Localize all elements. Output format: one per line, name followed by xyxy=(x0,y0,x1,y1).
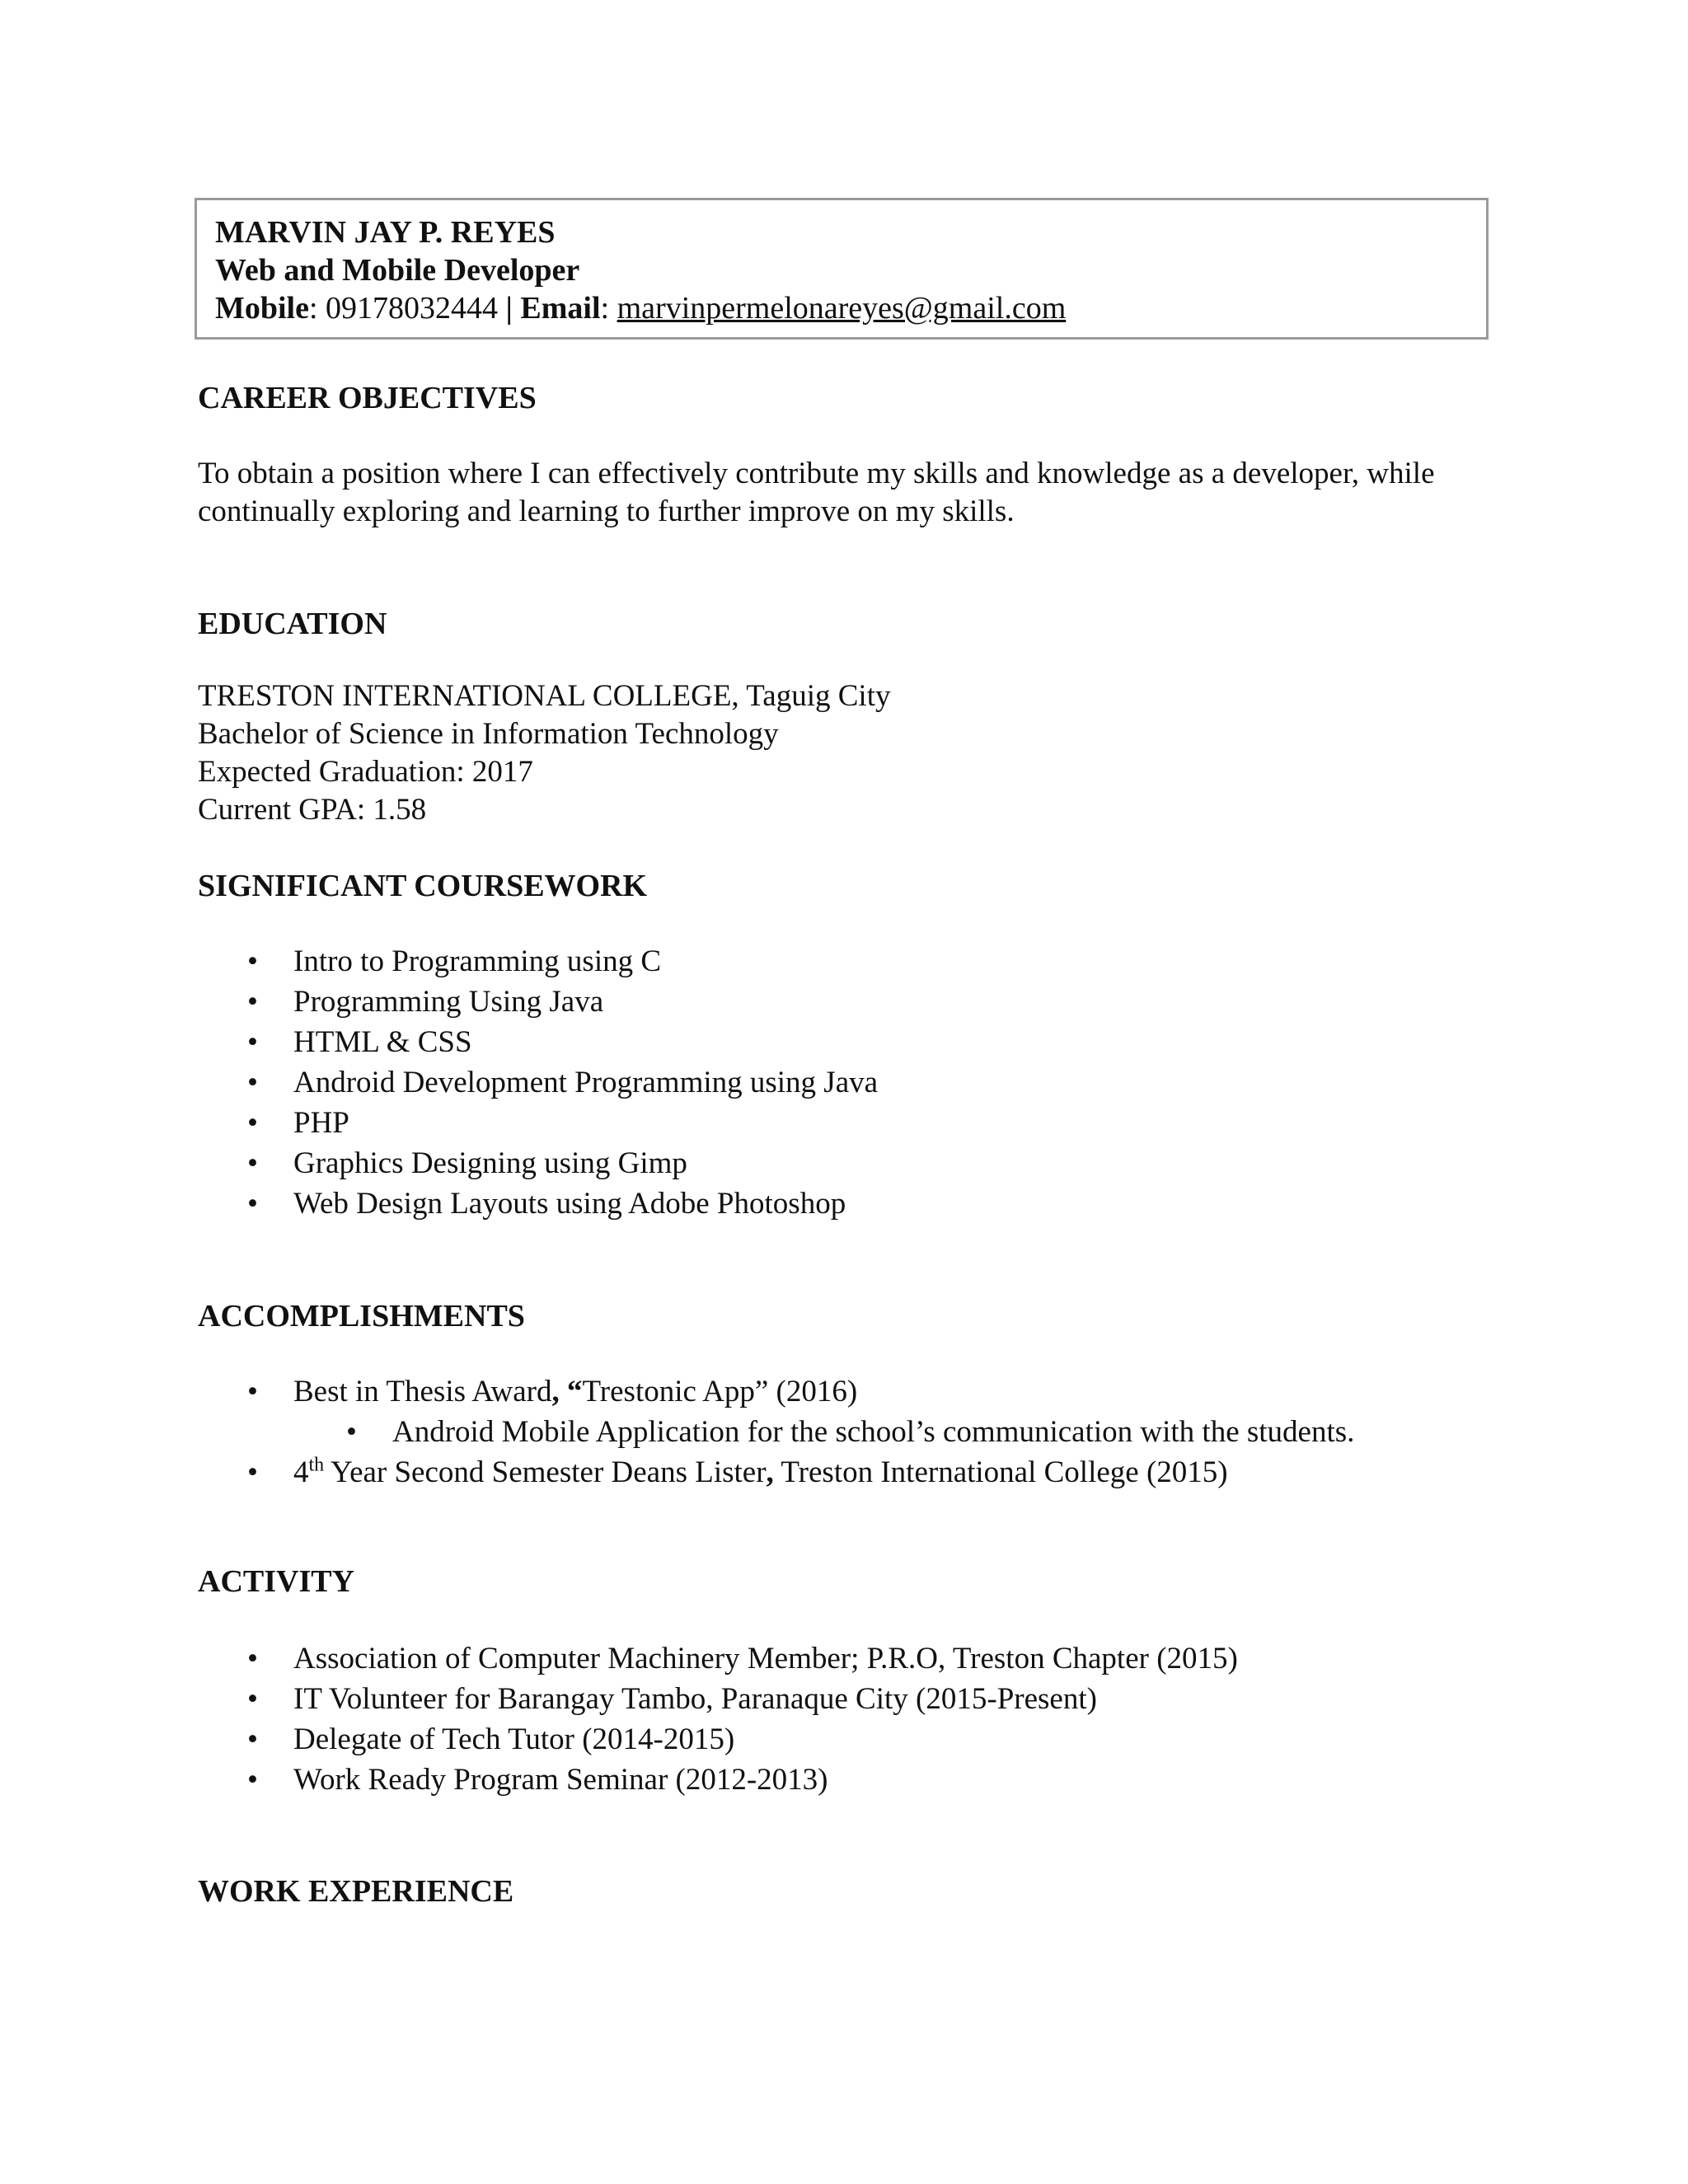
career-objectives-body xyxy=(198,455,1484,531)
contact-separator: | xyxy=(505,291,513,326)
applicant-name: MARVIN JAY P. REYES xyxy=(215,215,556,250)
year-number: 4 xyxy=(293,1455,309,1489)
education-body xyxy=(198,677,1517,829)
comma: , xyxy=(551,1375,560,1408)
list-item: • Graphics Designing using Gimp xyxy=(198,1143,1517,1183)
list-item xyxy=(198,1371,1517,1412)
list-item: • Web Design Layouts using Adobe Photoshop xyxy=(198,1183,1517,1224)
education-section xyxy=(198,605,1517,643)
colon: : xyxy=(308,291,326,326)
coursework-list xyxy=(198,941,1517,1224)
work-experience-section xyxy=(198,1872,1517,1910)
list-item xyxy=(198,1452,1517,1493)
ordinal-suffix: th xyxy=(308,1454,325,1476)
section-heading: EDUCATION xyxy=(198,607,387,641)
list-item: • IT Volunteer for Barangay Tambo, Paranaque City (2015-Present) xyxy=(198,1679,1517,1719)
mobile-number: 09178032444 xyxy=(326,291,499,326)
career-objectives-section xyxy=(198,379,1517,417)
accomplishments-section xyxy=(198,1297,1517,1335)
list-item: • Association of Computer Machinery Member; P.R.O, Treston Chapter (2015) xyxy=(198,1638,1517,1679)
accomplishments-list xyxy=(198,1371,1517,1493)
list-item: • Intro to Programming using C xyxy=(198,941,1517,982)
deans-list-school: Treston International College (2015) xyxy=(773,1455,1228,1489)
gpa-line: Current GPA: 1.58 xyxy=(198,793,427,827)
list-item: • Work Ready Program Seminar (2012-2013) xyxy=(198,1760,1517,1800)
header-box xyxy=(195,198,1489,340)
list-item: • PHP xyxy=(198,1103,1517,1143)
mobile-label: Mobile xyxy=(215,291,309,326)
comma: , xyxy=(766,1455,774,1489)
coursework-section xyxy=(198,867,1517,905)
applicant-title: Web and Mobile Developer xyxy=(215,253,580,288)
activity-section xyxy=(198,1563,1517,1601)
sub-list-item: • Android Mobile Application for the school’s communication with the students. xyxy=(198,1412,1517,1452)
email-label: Email xyxy=(520,291,601,326)
list-item: • Android Development Programming using Java xyxy=(198,1062,1517,1103)
colon: : xyxy=(600,291,617,326)
award-name: Best in Thesis Award xyxy=(293,1375,552,1408)
section-heading: WORK EXPERIENCE xyxy=(198,1874,514,1909)
quote-mark: “ xyxy=(567,1375,583,1408)
deans-list-text: Year Second Semester Deans Lister xyxy=(324,1455,767,1489)
section-heading: CAREER OBJECTIVES xyxy=(198,381,537,415)
award-detail: Trestonic App” (2016) xyxy=(582,1375,858,1408)
section-heading: ACCOMPLISHMENTS xyxy=(198,1299,525,1333)
section-heading: ACTIVITY xyxy=(198,1564,355,1599)
activity-list xyxy=(198,1638,1517,1800)
school-line: TRESTON INTERNATIONAL COLLEGE, Taguig City xyxy=(198,679,891,713)
list-item: • Delegate of Tech Tutor (2014-2015) xyxy=(198,1719,1517,1760)
degree-line: Bachelor of Science in Information Technology xyxy=(198,717,779,751)
section-heading: SIGNIFICANT COURSEWORK xyxy=(198,869,648,903)
list-item: • Programming Using Java xyxy=(198,982,1517,1022)
list-item: • HTML & CSS xyxy=(198,1022,1517,1062)
email-link[interactable]: marvinpermelonareyes@gmail.com xyxy=(617,291,1067,326)
graduation-line: Expected Graduation: 2017 xyxy=(198,755,533,789)
contact-line xyxy=(215,289,1486,327)
objective-text: To obtain a position where I can effectively contribute my skills and knowledge as a developer, while continually exploring and learning to further improve on my skills. xyxy=(198,457,1435,528)
